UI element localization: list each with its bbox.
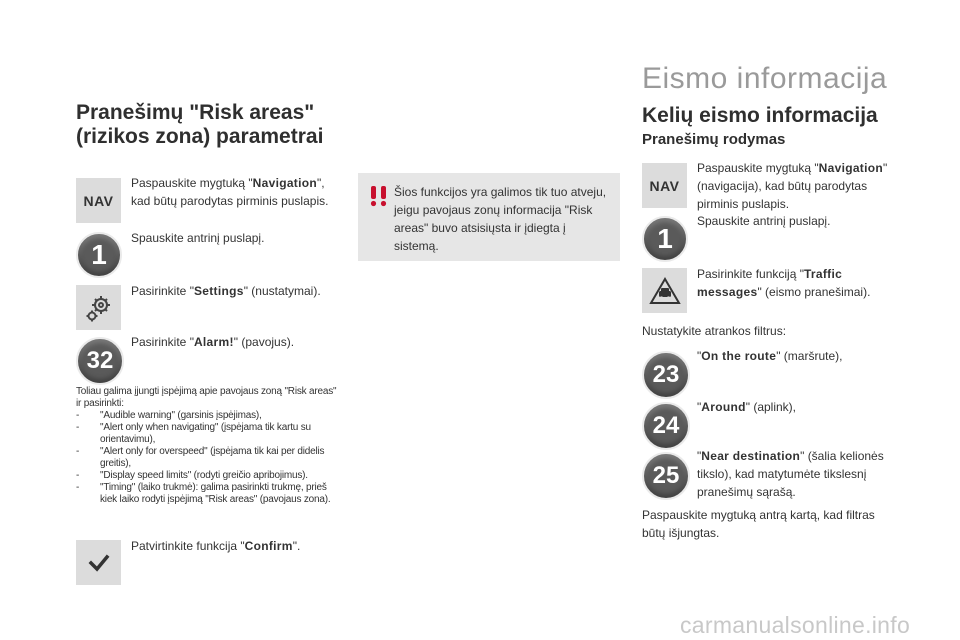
number-label: 23 bbox=[652, 361, 680, 388]
filter-near-destination bbox=[697, 447, 897, 501]
right-step-secondary-page: Spauskite antrinį puslapį. bbox=[697, 214, 831, 228]
text: " (nustatymai). bbox=[243, 284, 321, 298]
nav-button-icon bbox=[642, 163, 687, 208]
traffic-messages-icon bbox=[642, 268, 687, 313]
right-heading: Kelių eismo informacija bbox=[642, 104, 878, 127]
bold-text: Navigation bbox=[252, 176, 317, 190]
text: " (eismo pranešimai). bbox=[757, 285, 871, 299]
note-item: - "Alert only when navigating" (įspėjama tik kartu su orientavimu), bbox=[76, 422, 344, 446]
nav-label: NAV bbox=[649, 177, 680, 194]
bold-text: Alarm! bbox=[193, 335, 234, 349]
left-step-alarm bbox=[131, 333, 336, 351]
left-step-secondary-page: Spauskite antrinį puslapį. bbox=[131, 231, 265, 245]
text: Pasirinkite " bbox=[131, 284, 194, 298]
right-step-navigation bbox=[697, 159, 897, 213]
section-title: Eismo informacija bbox=[642, 62, 888, 95]
number-25-icon bbox=[642, 452, 690, 500]
checkmark-icon bbox=[88, 552, 110, 574]
text: " (aplink), bbox=[745, 400, 797, 414]
warning-text: Šios funkcijos yra galimos tik tuo atveju, jeigu pavojaus zonų informacija "Risk areas" buvo atsisiųsta ir įdiegta į sistemą. bbox=[394, 185, 607, 253]
nav-button-icon bbox=[76, 178, 121, 223]
text: " (šalia kelionės tikslo), kad matytumėte tikslesnį pranešimų sąrašą. bbox=[697, 449, 884, 499]
bold-text: Around bbox=[701, 400, 746, 414]
left-heading bbox=[76, 101, 356, 149]
gear-icon bbox=[84, 293, 114, 323]
final-instruction: Paspauskite mygtuką antrą kartą, kad filtras būtų išjungtas. bbox=[642, 508, 875, 540]
text: " bbox=[697, 449, 702, 463]
text: " bbox=[697, 400, 702, 414]
right-subheading: Pranešimų rodymas bbox=[642, 131, 786, 148]
filter-on-the-route bbox=[697, 347, 897, 365]
text: " (navigacija), kad būtų parodytas pirminis puslapis. bbox=[697, 161, 888, 211]
filter-around bbox=[697, 398, 897, 416]
bold-text: Confirm bbox=[244, 539, 293, 553]
number-32-icon bbox=[76, 337, 124, 385]
number-label: 1 bbox=[657, 223, 673, 254]
bold-text: Near destination bbox=[701, 449, 801, 463]
traffic-warning-icon bbox=[649, 277, 681, 305]
note-item: - "Alert only for overspeed" (įspėjama tik kai per didelis greitis), bbox=[76, 446, 344, 470]
text: Patvirtinkite funkcija " bbox=[131, 539, 245, 553]
left-step-settings bbox=[131, 282, 336, 300]
note-intro: Toliau galima įjungti įspėjimą apie pavojaus zoną "Risk areas" ir pasirinkti: bbox=[76, 386, 337, 409]
number-label: 1 bbox=[91, 239, 107, 270]
bold-text: Settings bbox=[193, 284, 244, 298]
text: " (pavojus). bbox=[233, 335, 295, 349]
number-label: 25 bbox=[652, 462, 680, 489]
bold-text: Navigation bbox=[818, 161, 883, 175]
note-item: - "Audible warning" (garsinis įspėjimas), bbox=[76, 410, 344, 422]
number-23-icon bbox=[642, 351, 690, 399]
text: Paspauskite mygtuką " bbox=[131, 176, 253, 190]
text: ". bbox=[292, 539, 301, 553]
confirm-checkmark-icon bbox=[76, 540, 121, 585]
text: ", kad būtų parodytas pirminis puslapis. bbox=[131, 176, 329, 208]
bold-text: Traffic messages bbox=[697, 267, 843, 299]
number-24-icon bbox=[642, 402, 690, 450]
warning-exclamation-icon bbox=[366, 185, 392, 207]
left-step-confirm bbox=[131, 537, 336, 555]
settings-gear-icon bbox=[76, 285, 121, 330]
left-heading-line2: (rizikos zona) parametrai bbox=[76, 125, 324, 148]
right-step-traffic-messages bbox=[697, 265, 897, 301]
risk-areas-options-note bbox=[76, 386, 344, 506]
text: Paspauskite mygtuką " bbox=[697, 161, 819, 175]
text: " (maršrute), bbox=[776, 349, 843, 363]
number-1-icon bbox=[76, 232, 122, 278]
nav-label: NAV bbox=[83, 192, 114, 209]
text: " bbox=[697, 349, 702, 363]
filters-label: Nustatykite atrankos filtrus: bbox=[642, 324, 787, 338]
number-1-icon bbox=[642, 216, 688, 262]
number-label: 24 bbox=[652, 412, 680, 439]
bold-text: On the route bbox=[701, 349, 777, 363]
watermark: carmanualsonline.info bbox=[680, 612, 911, 638]
left-step-navigation bbox=[131, 174, 336, 210]
text: Pasirinkite funkciją " bbox=[697, 267, 804, 281]
text: Pasirinkite " bbox=[131, 335, 194, 349]
note-item: - "Display speed limits" (rodyti greičio apribojimus). bbox=[76, 470, 344, 482]
warning-box bbox=[358, 173, 620, 261]
number-label: 32 bbox=[86, 347, 114, 374]
left-heading-line1: Pranešimų "Risk areas" bbox=[76, 101, 315, 124]
note-item: - "Timing" (laiko trukmė): galima pasirinkti trukmę, prieš kiek laiko rodyti įspėjimą "Risk areas" (pavojaus zona). bbox=[76, 482, 344, 506]
